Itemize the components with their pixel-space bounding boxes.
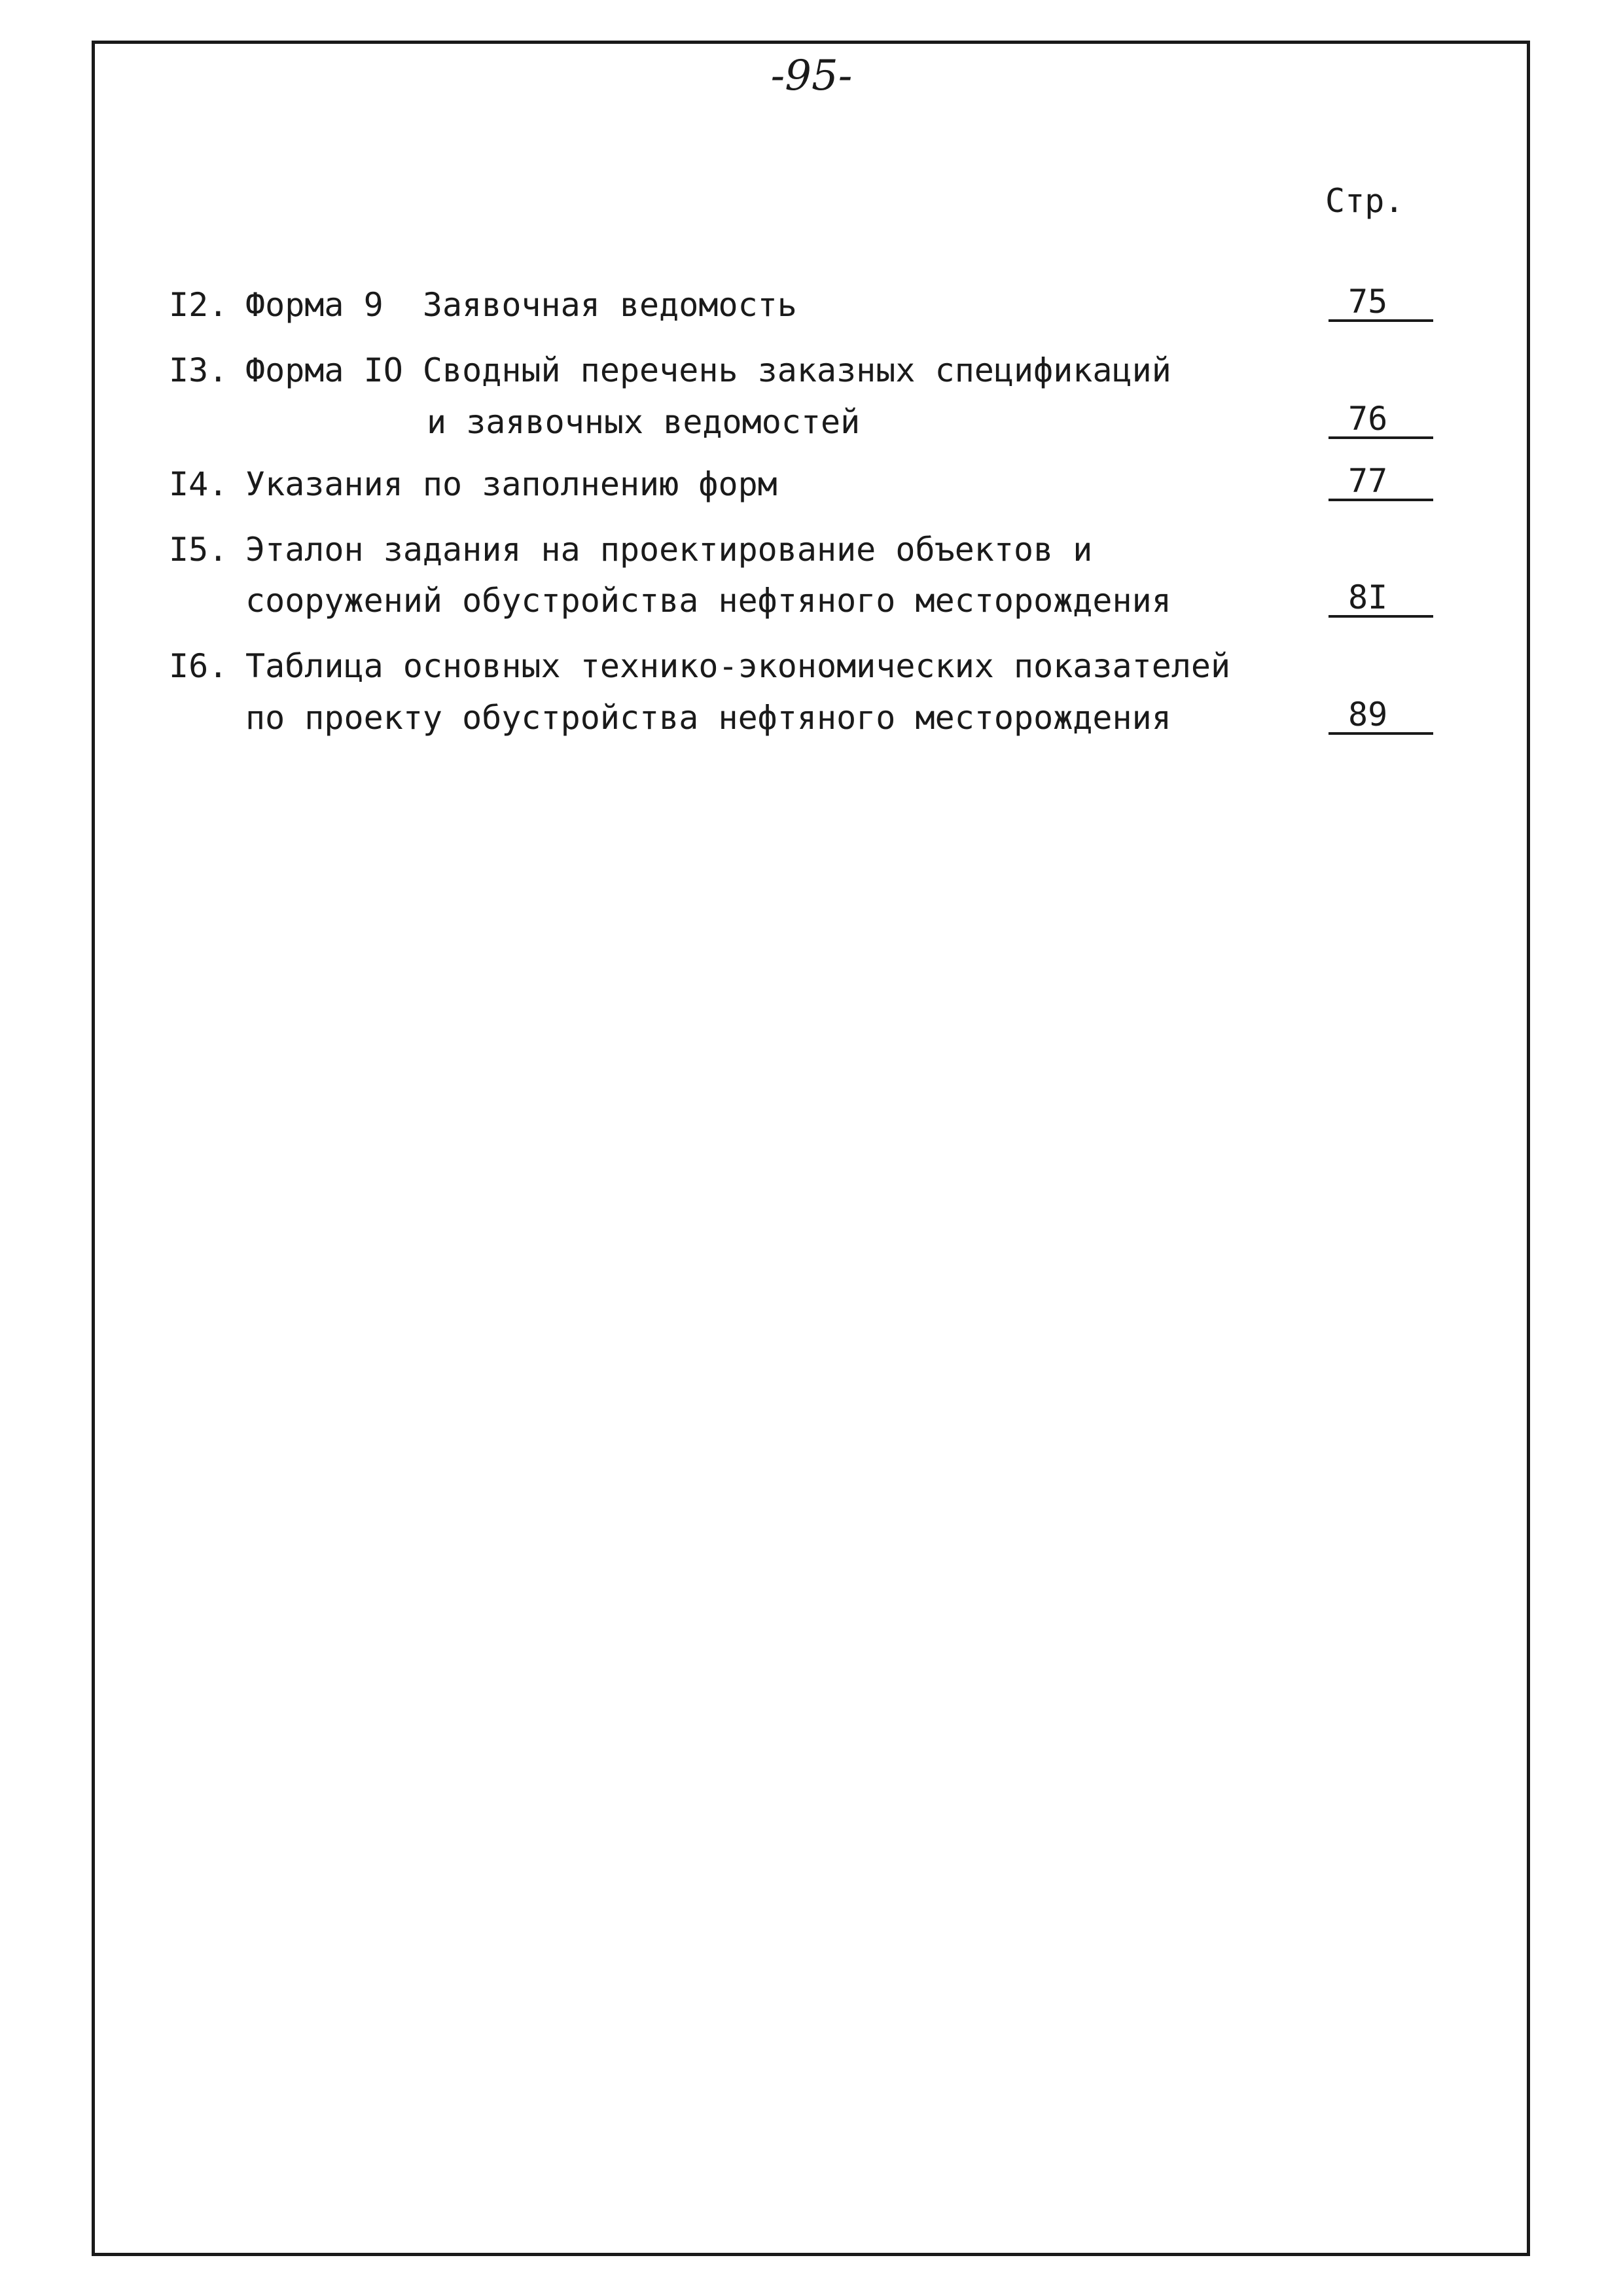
toc-entry-page: 8I	[1329, 581, 1433, 618]
page-column-header: Стр.	[1325, 182, 1404, 220]
toc-entry-title-continued: и заявочных ведомостей	[427, 403, 861, 441]
toc-entry-page: 75	[1329, 285, 1433, 322]
toc-entry-number: I5.	[169, 531, 228, 569]
toc-entry-number: I4.	[169, 465, 228, 503]
toc-entry-title: Форма IO Сводный перечень заказных спецификаций	[245, 351, 1171, 389]
toc-entry-title: Таблица основных технико-экономических показателей	[245, 647, 1231, 685]
toc-entry-title-continued: по проекту обустройства нефтяного месторождения	[245, 699, 1171, 737]
toc-entry-page: 76	[1329, 402, 1433, 439]
toc-entry-number: I3.	[169, 351, 228, 389]
toc-entry-title: Форма 9 Заявочная ведомость	[245, 286, 797, 324]
toc-entry-number: I2.	[169, 286, 228, 324]
toc-entry-title-continued: сооружений обустройства нефтяного месторождения	[245, 582, 1171, 620]
page-number: -95-	[770, 52, 853, 100]
toc-entry-title: Эталон задания на проектирование объектов и	[245, 531, 1093, 569]
toc-entry-number: I6.	[169, 647, 228, 685]
toc-entry-title: Указания по заполнению форм	[245, 465, 777, 503]
toc-entry-page: 89	[1329, 698, 1433, 735]
toc-entry-page: 77	[1329, 465, 1433, 501]
